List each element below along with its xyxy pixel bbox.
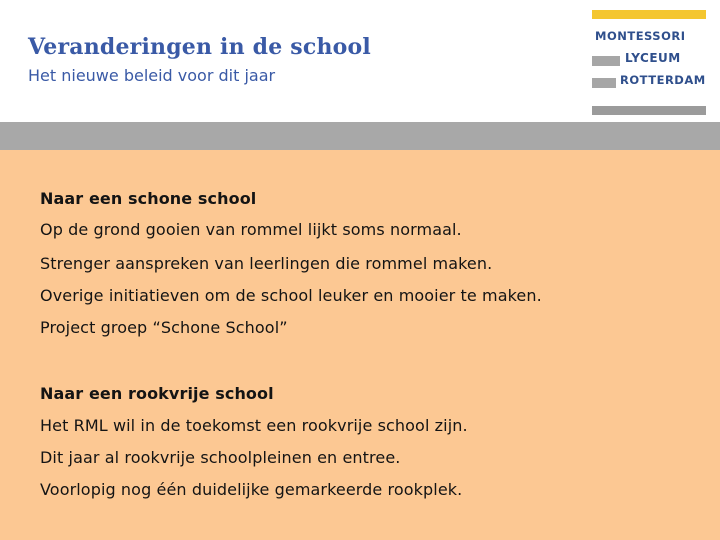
header-divider-band: [0, 122, 720, 150]
logo-text-1: MONTESSORI: [595, 29, 686, 43]
body-line: Het RML wil in de toekomst een rookvrije school zijn.: [40, 416, 468, 435]
logo-text-3: ROTTERDAM: [620, 73, 706, 87]
logo-grey-block: [592, 78, 616, 88]
logo-grey-block: [592, 56, 620, 66]
logo-row-2: [592, 53, 708, 67]
montessori-lyceum-logo: [592, 10, 708, 114]
body-line: Strenger aanspreken van leerlingen die rommel maken.: [40, 254, 493, 273]
body-line: Op de grond gooien van rommel lijkt soms normaal.: [40, 220, 462, 239]
body-line: Dit jaar al rookvrije schoolpleinen en entree.: [40, 448, 401, 467]
logo-row-3: [592, 75, 708, 89]
logo-grey-bar: [592, 106, 706, 115]
logo-row-1: [592, 31, 708, 45]
section-heading-smoke-free-school: Naar een rookvrije school: [40, 384, 274, 403]
body-line: Voorlopig nog één duidelijke gemarkeerde rookplek.: [40, 480, 463, 499]
body-line: Project groep “Schone School”: [40, 318, 288, 337]
logo-text-2: LYCEUM: [625, 51, 681, 65]
slide-header: [0, 0, 720, 122]
section-heading-clean-school: Naar een schone school: [40, 189, 257, 208]
slide-title: Veranderingen in de school: [28, 34, 371, 60]
body-line: Overige initiatieven om de school leuker en mooier te maken.: [40, 286, 542, 305]
slide-subtitle: Het nieuwe beleid voor dit jaar: [28, 66, 276, 85]
logo-yellow-bar: [592, 10, 706, 19]
